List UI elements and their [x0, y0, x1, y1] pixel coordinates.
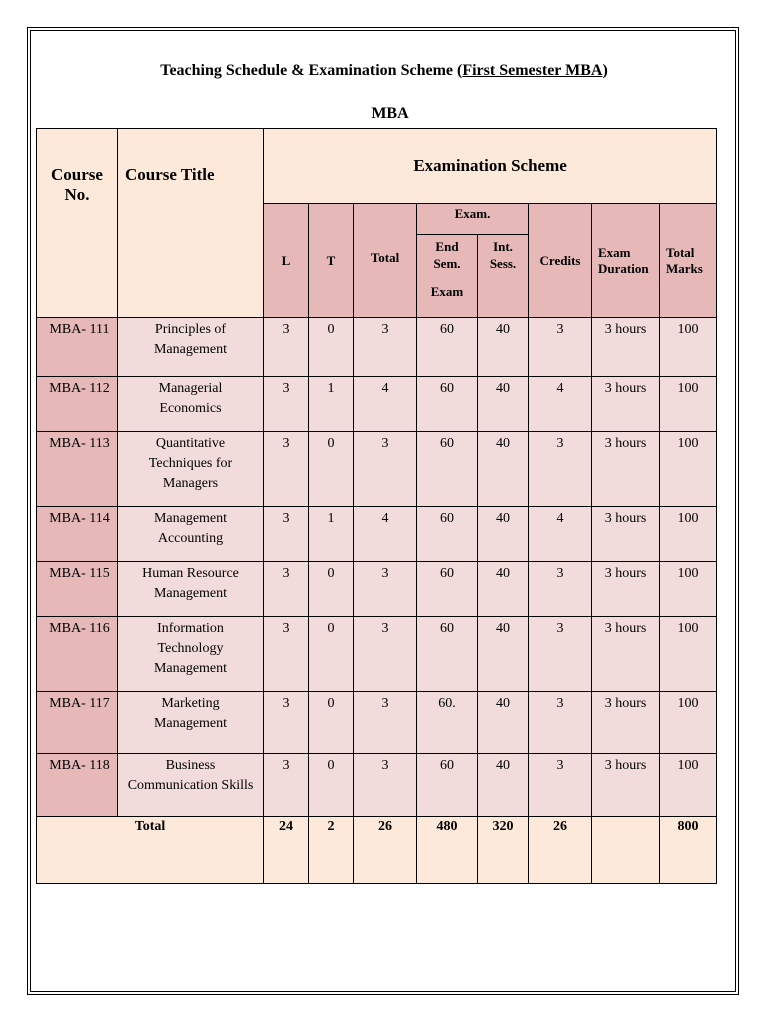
header-exam: Exam. — [417, 204, 529, 235]
end-sem-marks-cell: 60. — [417, 692, 478, 754]
header-end-sem-exam: Exam — [430, 284, 464, 299]
int-sess-marks-cell: 40 — [478, 617, 529, 692]
page-title — [0, 62, 768, 80]
totals-tutorial-hours: 2 — [309, 817, 354, 884]
course-code-cell: MBA- 114 — [37, 507, 118, 562]
table-row — [37, 318, 717, 377]
total-marks-cell: 100 — [660, 617, 717, 692]
title-underlined: First Semester MBA — [462, 62, 603, 79]
totals-credits: 26 — [529, 817, 592, 884]
int-sess-marks-cell: 40 — [478, 432, 529, 507]
course-title-cell: Human Resource Management — [118, 562, 264, 617]
lecture-hours-cell: 3 — [264, 692, 309, 754]
int-sess-marks-cell: 40 — [478, 318, 529, 377]
total-hours-cell: 3 — [354, 562, 417, 617]
total-hours-cell: 3 — [354, 692, 417, 754]
lecture-hours-cell: 3 — [264, 432, 309, 507]
table-row — [37, 562, 717, 617]
table-row — [37, 692, 717, 754]
tutorial-hours-cell: 0 — [309, 318, 354, 377]
end-sem-marks-cell: 60 — [417, 754, 478, 817]
table-row — [37, 432, 717, 507]
credits-cell: 3 — [529, 562, 592, 617]
page-subtitle: MBA — [371, 105, 409, 122]
header-course-title: Course Title — [118, 129, 264, 318]
title-prefix: Teaching Schedule & Examination Scheme ( — [160, 62, 463, 79]
header-exam-scheme: Examination Scheme — [264, 129, 717, 204]
int-sess-marks-cell: 40 — [478, 507, 529, 562]
header-course-no: Course No. — [37, 129, 118, 318]
lecture-hours-cell: 3 — [264, 507, 309, 562]
int-sess-marks-cell: 40 — [478, 377, 529, 432]
total-marks-cell: 100 — [660, 377, 717, 432]
header-credits: Credits — [529, 204, 592, 318]
tutorial-hours-cell: 0 — [309, 432, 354, 507]
header-int-sess — [478, 235, 529, 318]
total-hours-cell: 3 — [354, 617, 417, 692]
total-marks-cell: 100 — [660, 432, 717, 507]
exam-duration-cell: 3 hours — [592, 377, 660, 432]
totals-total-hours: 26 — [354, 817, 417, 884]
end-sem-marks-cell: 60 — [417, 617, 478, 692]
course-code-cell: MBA- 111 — [37, 318, 118, 377]
course-title-cell: Business Communication Skills — [118, 754, 264, 817]
header-total: Total — [354, 204, 417, 318]
end-sem-marks-cell: 60 — [417, 562, 478, 617]
total-marks-cell: 100 — [660, 562, 717, 617]
schedule-table — [36, 128, 717, 884]
course-code-cell: MBA- 112 — [37, 377, 118, 432]
lecture-hours-cell: 3 — [264, 377, 309, 432]
totals-int-sess: 320 — [478, 817, 529, 884]
tutorial-hours-cell: 0 — [309, 754, 354, 817]
course-title-cell: Principles of Management — [118, 318, 264, 377]
tutorial-hours-cell: 1 — [309, 507, 354, 562]
exam-duration-cell: 3 hours — [592, 617, 660, 692]
course-title-cell: Information Technology Management — [118, 617, 264, 692]
tutorial-hours-cell: 0 — [309, 562, 354, 617]
lecture-hours-cell: 3 — [264, 318, 309, 377]
credits-cell: 4 — [529, 377, 592, 432]
course-code-cell: MBA- 118 — [37, 754, 118, 817]
tutorial-hours-cell: 0 — [309, 617, 354, 692]
total-marks-cell: 100 — [660, 754, 717, 817]
exam-duration-cell: 3 hours — [592, 692, 660, 754]
total-hours-cell: 4 — [354, 377, 417, 432]
table-row — [37, 617, 717, 692]
totals-marks: 800 — [660, 817, 717, 884]
table-row — [37, 754, 717, 817]
table-row — [37, 377, 717, 432]
course-title-cell: Marketing Management — [118, 692, 264, 754]
header-exam-duration: Exam Duration — [592, 204, 660, 318]
total-marks-cell: 100 — [660, 692, 717, 754]
totals-row — [37, 817, 717, 884]
exam-duration-cell: 3 hours — [592, 562, 660, 617]
tutorial-hours-cell: 1 — [309, 377, 354, 432]
credits-cell: 3 — [529, 432, 592, 507]
exam-duration-cell: 3 hours — [592, 432, 660, 507]
total-hours-cell: 3 — [354, 318, 417, 377]
course-code-cell: MBA- 115 — [37, 562, 118, 617]
header-L: L — [264, 204, 309, 318]
course-code-cell: MBA- 116 — [37, 617, 118, 692]
course-title-cell: Managerial Economics — [118, 377, 264, 432]
credits-cell: 3 — [529, 692, 592, 754]
header-T: T — [309, 204, 354, 318]
exam-duration-cell: 3 hours — [592, 318, 660, 377]
title-suffix: ) — [602, 62, 608, 79]
totals-label: Total — [37, 817, 264, 884]
tutorial-hours-cell: 0 — [309, 692, 354, 754]
int-sess-marks-cell: 40 — [478, 754, 529, 817]
total-marks-cell: 100 — [660, 507, 717, 562]
table-row — [37, 507, 717, 562]
lecture-hours-cell: 3 — [264, 617, 309, 692]
exam-duration-cell: 3 hours — [592, 754, 660, 817]
credits-cell: 4 — [529, 507, 592, 562]
totals-end-sem: 480 — [417, 817, 478, 884]
credits-cell: 3 — [529, 617, 592, 692]
total-hours-cell: 4 — [354, 507, 417, 562]
end-sem-marks-cell: 60 — [417, 318, 478, 377]
credits-cell: 3 — [529, 754, 592, 817]
int-sess-marks-cell: 40 — [478, 692, 529, 754]
lecture-hours-cell: 3 — [264, 562, 309, 617]
course-code-cell: MBA- 113 — [37, 432, 118, 507]
end-sem-marks-cell: 60 — [417, 507, 478, 562]
exam-duration-cell: 3 hours — [592, 507, 660, 562]
int-sess-marks-cell: 40 — [478, 562, 529, 617]
end-sem-marks-cell: 60 — [417, 432, 478, 507]
course-code-cell: MBA- 117 — [37, 692, 118, 754]
header-end-sem — [417, 235, 478, 318]
header-total-marks: Total Marks — [660, 204, 717, 318]
course-title-cell: Quantitative Techniques for Managers — [118, 432, 264, 507]
total-hours-cell: 3 — [354, 432, 417, 507]
totals-duration — [592, 817, 660, 884]
credits-cell: 3 — [529, 318, 592, 377]
header-int-sess-label: Int. Sess. — [489, 239, 517, 271]
totals-lecture-hours: 24 — [264, 817, 309, 884]
total-hours-cell: 3 — [354, 754, 417, 817]
end-sem-marks-cell: 60 — [417, 377, 478, 432]
total-marks-cell: 100 — [660, 318, 717, 377]
lecture-hours-cell: 3 — [264, 754, 309, 817]
header-end-sem-label: End Sem. — [433, 239, 461, 271]
course-title-cell: Management Accounting — [118, 507, 264, 562]
